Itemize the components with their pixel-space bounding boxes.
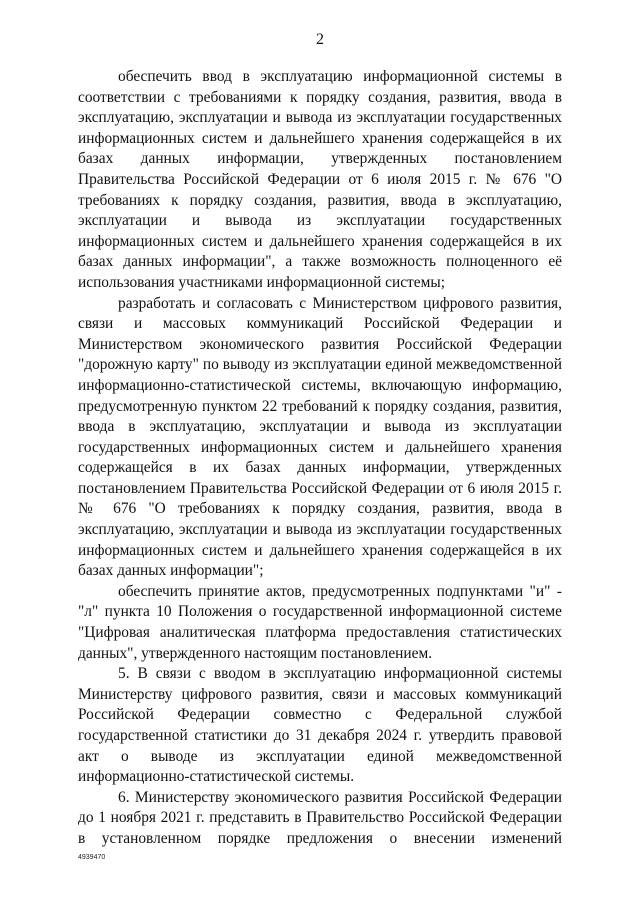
document-body [78,67,562,850]
page-number: 2 [316,31,324,48]
paragraph-roadmap: разработать и согласовать с Министерством цифрового развития, связи и массовых коммуникаций Российской Федерации и Министерством экономического развития Российской Федерации "дорожную карту" по выводу из эксплуатации единой межведомственной информационно-статистической системы, включающую информацию, предусмотренную пунктом 22 требований к порядку создания, развития, ввода в эксплуатацию, эксплуатации и вывода из эксплуатации государственных информационных систем и дальнейшего хранения содержащейся в их базах данных информации, утвержденных постановлением Правительства Российской Федерации от 6 июля 2015 г. № 676 "О требованиях к порядку создания, развития, ввода в эксплуатацию, эксплуатации и вывода из эксплуатации государственных информационных систем и дальнейшего хранения содержащейся в их базах данных информации"; [78,294,562,580]
paragraph-item-5: 5. В связи с вводом в эксплуатацию информационной системы Министерству цифрового развития, связи и массовых коммуникаций Российской Федерации совместно с Федеральной службой государственной статистики до 31 декабря 2024 г. утвердить правовой акт о выводе из эксплуатации единой межведомственной информационно-статистической системы. [78,665,562,786]
document-code: 4939470 [78,854,106,861]
paragraph-acts-adoption: обеспечить принятие актов, предусмотренных подпунктами "и" - "л" пункта 10 Положения о государственной информационной системе "Цифровая аналитическая платформа предоставления статистических данных", утвержденного настоящим постановлением. [78,582,562,662]
paragraph-ensure-commissioning: обеспечить ввод в эксплуатацию информационной системы в соответствии с требованиями к порядку создания, развития, ввода в эксплуатацию, эксплуатации и вывода из эксплуатации государственных информационных систем и дальнейшего хранения содержащейся в их базах данных информации, утвержденных постановлением Правительства Российской Федерации от 6 июля 2015 г. № 676 "О требованиях к порядку создания, развития, ввода в эксплуатацию, эксплуатации и вывода из эксплуатации государственных информационных систем и дальнейшего хранения содержащейся в их базах данных информации", а также возможность полноценного её использования участниками информационной системы; [78,68,562,291]
paragraph-item-6: 6. Министерству экономического развития Российской Федерации до 1 ноября 2021 г. представить в Правительство Российской Федерации в установленном порядке предложения о внесении изменений [78,788,562,847]
